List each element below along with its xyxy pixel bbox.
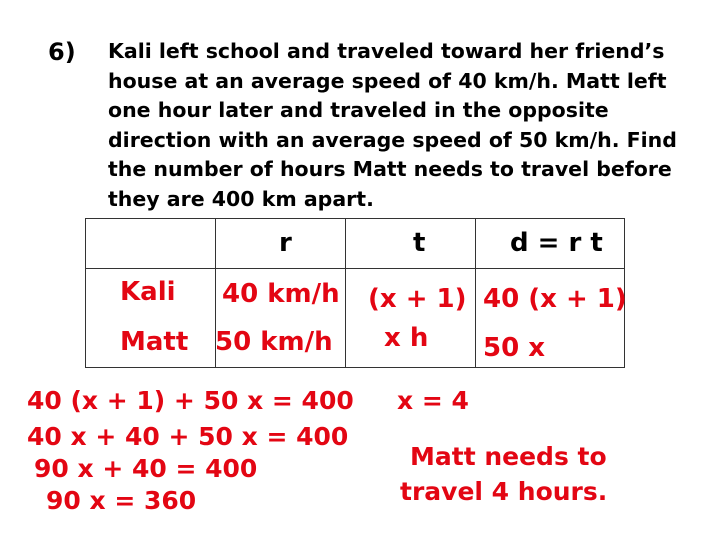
problem-number: 6): [48, 38, 76, 66]
answer-value: x = 4: [397, 386, 469, 415]
cell-kali-rate: 40 km/h: [222, 279, 340, 309]
conclusion-line: Matt needs to: [410, 442, 607, 471]
table-header-divider: [86, 268, 624, 269]
table-column-divider: [475, 219, 476, 367]
problem-line: house at an average speed of 40 km/h. Matt left: [108, 68, 667, 93]
table-column-divider: [345, 219, 346, 367]
problem-line: the number of hours Matt needs to travel before: [108, 157, 672, 181]
header-distance: d = r t: [510, 228, 603, 258]
cell-kali-time: (x + 1): [368, 284, 467, 314]
cell-matt-rate: 50 km/h: [215, 327, 333, 357]
row-name-kali: Kali: [120, 277, 176, 307]
problem-line: Kali left school and traveled toward her friend’s: [108, 39, 665, 63]
problem-statement: [108, 37, 708, 214]
solution-step: 90 x = 360: [46, 486, 197, 515]
solution-step: 90 x + 40 = 400: [34, 454, 258, 483]
cell-matt-time: x h: [384, 323, 429, 353]
problem-line: direction with an average speed of 50 km/h. Find: [108, 127, 677, 152]
header-rate: r: [279, 228, 292, 258]
solution-step: 40 x + 40 + 50 x = 400: [27, 422, 349, 451]
conclusion-line: travel 4 hours.: [400, 477, 608, 506]
problem-line: they are 400 km apart.: [108, 186, 374, 211]
row-name-matt: Matt: [120, 327, 189, 357]
cell-kali-distance: 40 (x + 1): [483, 284, 627, 314]
cell-matt-distance: 50 x: [483, 333, 546, 363]
problem-line: one hour later and traveled in the opposite: [108, 98, 609, 122]
solution-step: 40 (x + 1) + 50 x = 400: [27, 386, 354, 415]
header-time: t: [413, 228, 426, 258]
